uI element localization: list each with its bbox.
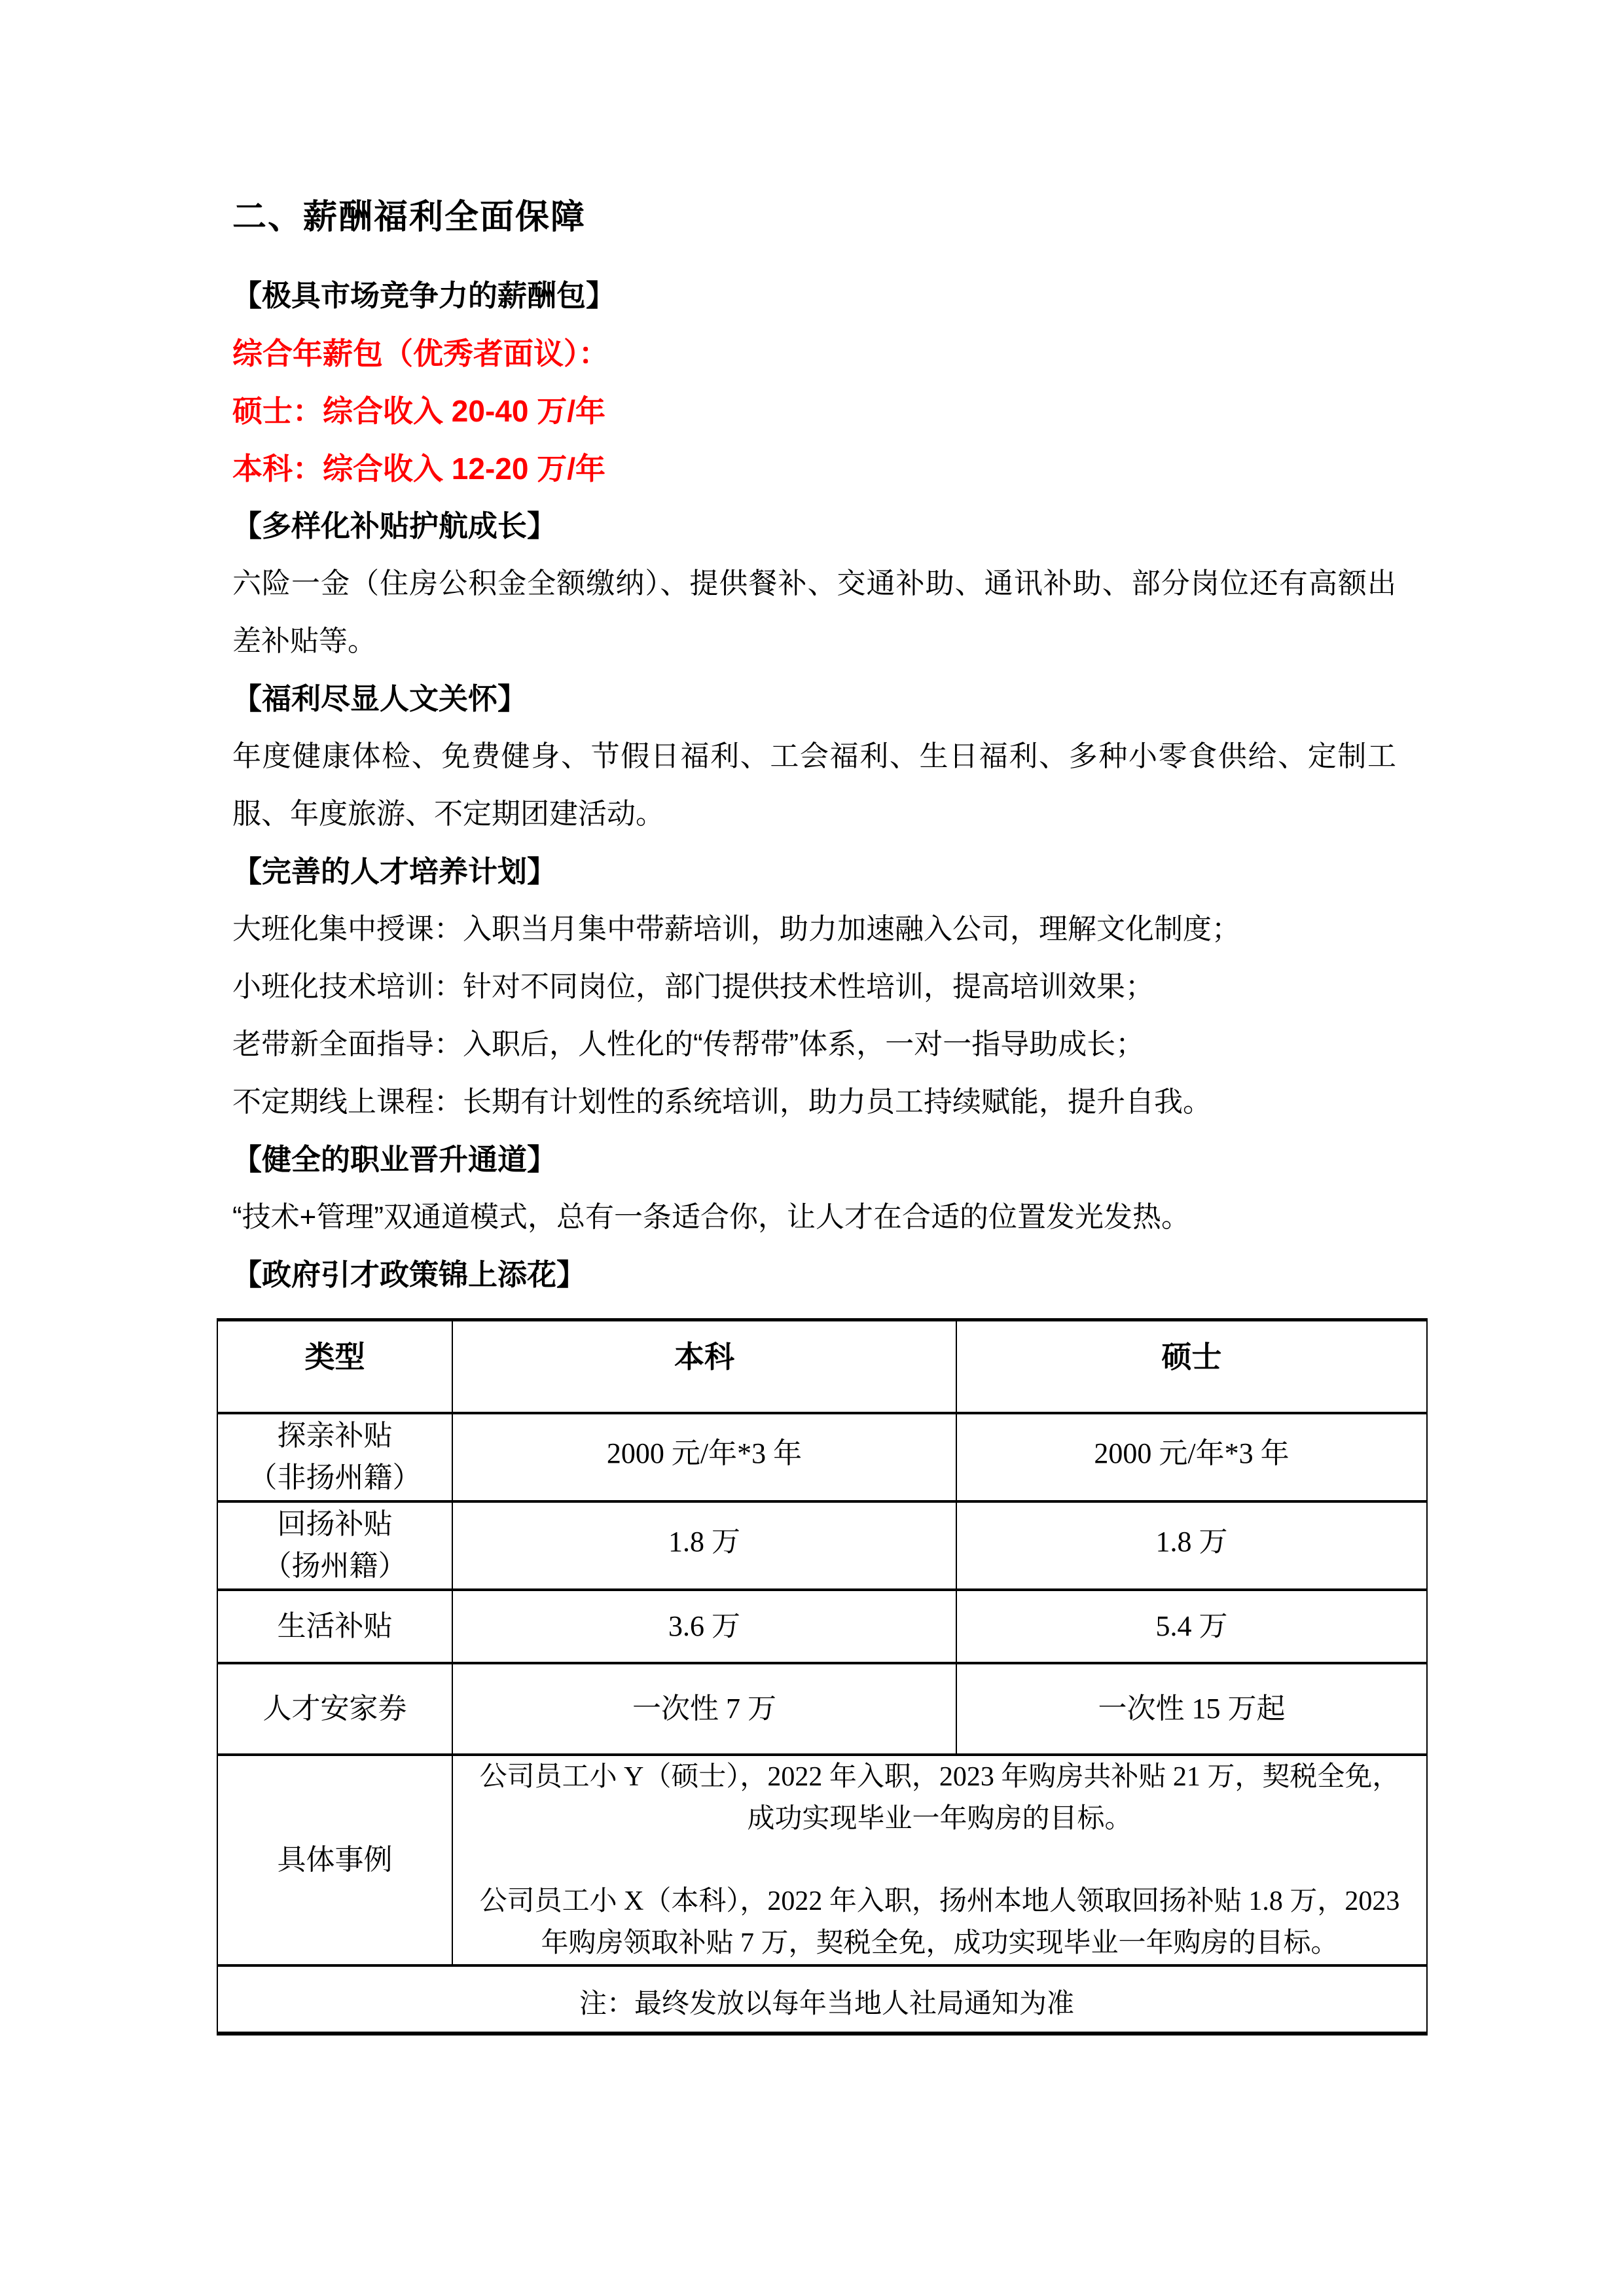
table-header-type: 类型 bbox=[217, 1320, 452, 1413]
benefits-table bbox=[217, 1318, 1428, 2036]
section-heading-promotion: 【健全的职业晋升通道】 bbox=[232, 1143, 557, 1176]
bachelor-value-cell: 1.8 万 bbox=[452, 1501, 956, 1590]
subsidies-paragraph: 六险一金（住房公积金全额缴纳）、提供餐补、交通补助、通讯补助、部分岗位还有高额出差补贴等。 bbox=[232, 567, 1396, 657]
training-line-2: 小班化技术培训：针对不同岗位，部门提供技术性培训，提高培训效果； bbox=[232, 971, 1154, 1003]
bachelor-value-cell: 3.6 万 bbox=[452, 1590, 956, 1663]
row-label-cell bbox=[217, 1501, 452, 1590]
table-row-return-yangzhou-subsidy bbox=[217, 1501, 1427, 1590]
row-label-line: 探亲补贴 bbox=[277, 1420, 393, 1452]
row-label-cell bbox=[217, 1590, 452, 1663]
case-detail-cell bbox=[452, 1755, 1427, 1965]
row-label-line: （非扬州籍） bbox=[248, 1462, 422, 1494]
master-value-cell: 1.8 万 bbox=[956, 1501, 1427, 1590]
table-row-note bbox=[217, 1965, 1427, 2034]
document-content bbox=[232, 196, 1400, 2036]
table-note-cell: 注：最终发放以每年当地人社局通知为准 bbox=[217, 1965, 1427, 2034]
table-row-family-visit-subsidy bbox=[217, 1413, 1427, 1501]
promotion-paragraph: “技术+管理”双通道模式，总有一条适合你，让人才在合适的位置发光发热。 bbox=[232, 1201, 1190, 1233]
row-label-cell bbox=[217, 1413, 452, 1501]
section-heading-welfare: 【福利尽显人文关怀】 bbox=[232, 682, 528, 715]
table-row-living-subsidy bbox=[217, 1590, 1427, 1663]
row-label-line: 回扬补贴 bbox=[277, 1508, 393, 1540]
training-line-4: 不定期线上课程：长期有计划性的系统培训，助力员工持续赋能，提升自我。 bbox=[232, 1086, 1212, 1118]
master-value-cell: 一次性 15 万起 bbox=[956, 1663, 1427, 1755]
salary-bachelor-line: 本科：综合收入 12-20 万/年 bbox=[232, 452, 605, 486]
row-label-line: （扬州籍） bbox=[262, 1550, 407, 1582]
table-row-case-examples bbox=[217, 1755, 1427, 1965]
table-header-bachelor: 本科 bbox=[452, 1320, 956, 1413]
row-label-line: 生活补贴 bbox=[277, 1609, 393, 1642]
page-title: 二、薪酬福利全面保障 bbox=[232, 198, 586, 236]
section-heading-salary-package: 【极具市场竞争力的薪酬包】 bbox=[232, 279, 616, 312]
case-paragraph-master: 公司员工小 Y（硕士），2022 年入职，2023 年购房共补贴 21 万，契税全免，成功实现毕业一年购房的目标。 bbox=[479, 1761, 1400, 1834]
master-value-cell: 5.4 万 bbox=[956, 1590, 1427, 1663]
master-value-cell: 2000 元/年*3 年 bbox=[956, 1413, 1427, 1501]
welfare-paragraph: 年度健康体检、免费健身、节假日福利、工会福利、生日福利、多种小零食供给、定制工服、年度旅游、不定期团建活动。 bbox=[232, 740, 1396, 830]
section-heading-training: 【完善的人才培养计划】 bbox=[232, 855, 557, 888]
row-label-cell bbox=[217, 1663, 452, 1755]
salary-summary-line: 综合年薪包（优秀者面议）： bbox=[232, 336, 609, 370]
case-label-cell: 具体事例 bbox=[217, 1755, 452, 1965]
section-heading-government-policy: 【政府引才政策锦上添花】 bbox=[232, 1258, 586, 1291]
bachelor-value-cell: 一次性 7 万 bbox=[452, 1663, 956, 1755]
table-header-master: 硕士 bbox=[956, 1320, 1427, 1413]
case-paragraph-bachelor: 公司员工小 X（本科），2022 年入职，扬州本地人领取回扬补贴 1.8 万，2023 年购房领取补贴 7 万，契税全免，成功实现毕业一年购房的目标。 bbox=[479, 1886, 1400, 1958]
salary-master-line: 硕士：综合收入 20-40 万/年 bbox=[232, 394, 605, 428]
bachelor-value-cell: 2000 元/年*3 年 bbox=[452, 1413, 956, 1501]
training-line-1: 大班化集中授课：入职当月集中带薪培训，助力加速融入公司，理解文化制度； bbox=[232, 913, 1240, 945]
section-heading-subsidies: 【多样化补贴护航成长】 bbox=[232, 509, 557, 543]
training-line-3: 老带新全面指导：入职后，人性化的“传帮带”体系，一对一指导助成长； bbox=[232, 1028, 1145, 1060]
table-header-row bbox=[217, 1320, 1427, 1413]
table-row-settlement-voucher bbox=[217, 1663, 1427, 1755]
row-label-line: 人才安家券 bbox=[262, 1692, 407, 1725]
